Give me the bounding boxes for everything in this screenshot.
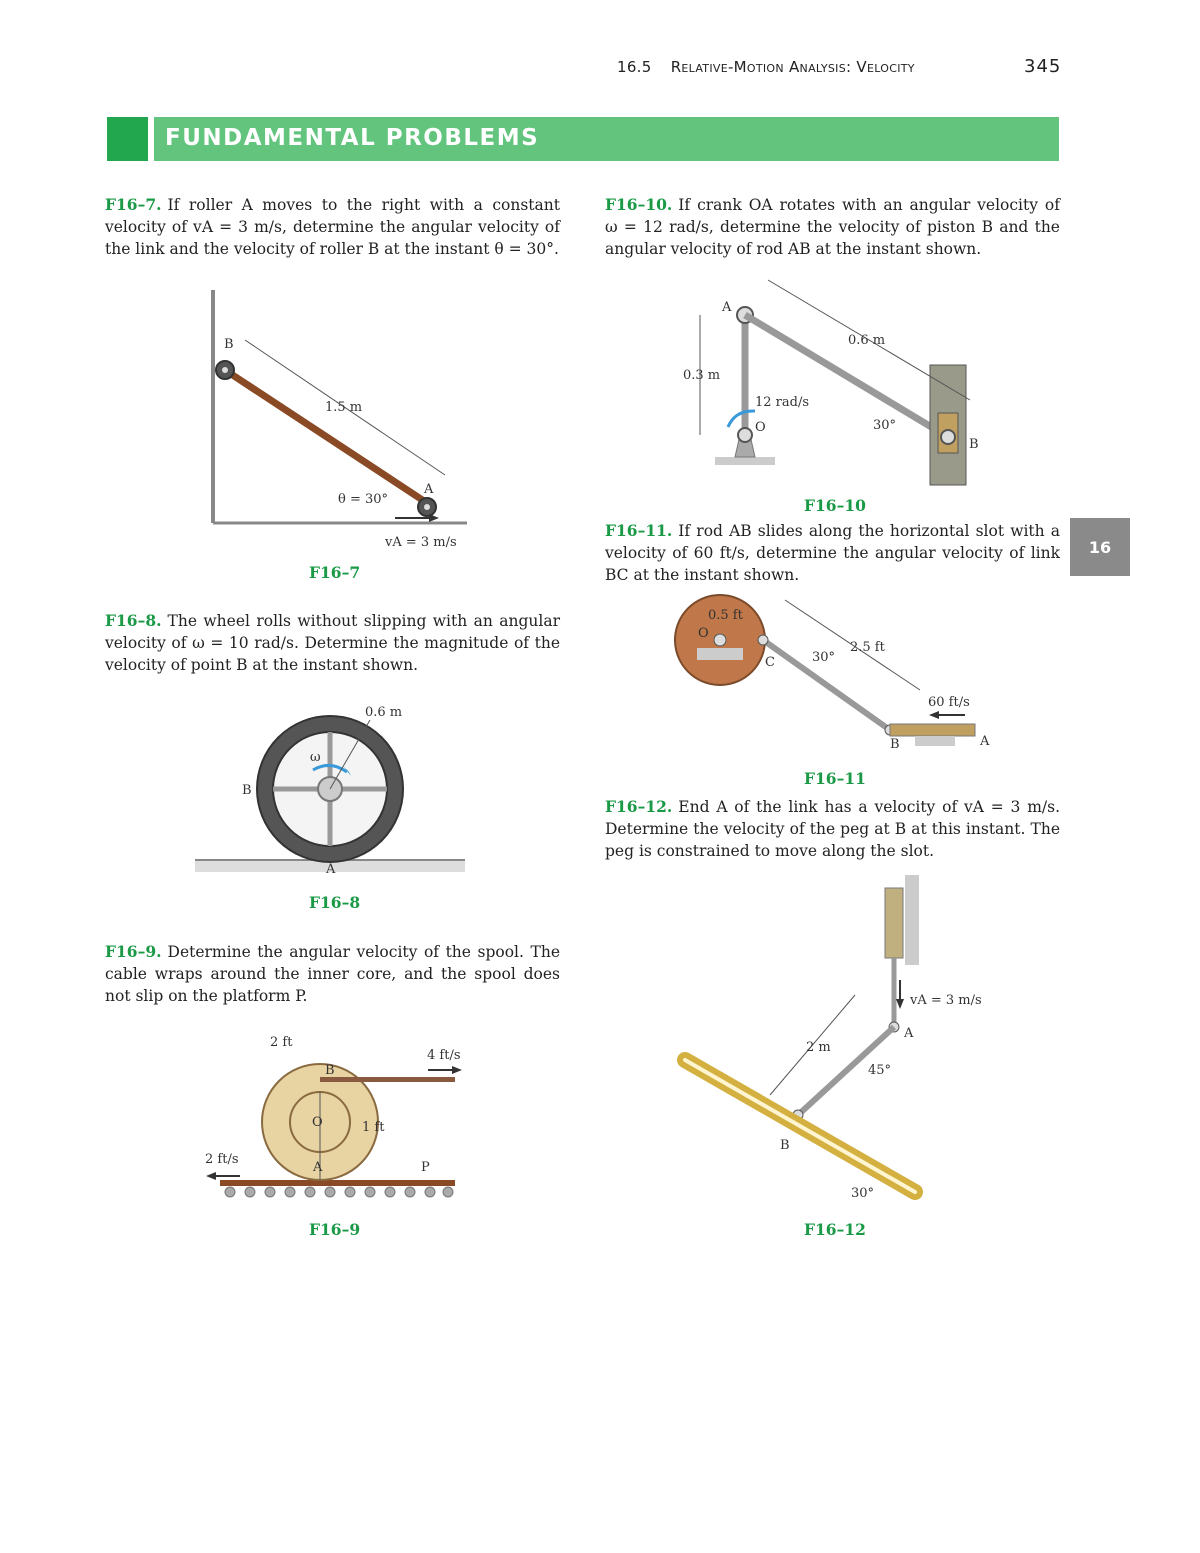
label-p: P — [421, 1160, 430, 1175]
problem-f16-11 — [605, 520, 1060, 586]
problem-number: F16–9. — [105, 942, 162, 961]
label-height: 0.3 m — [683, 368, 721, 383]
label-a: A — [904, 1026, 914, 1041]
page-number: 345 — [1024, 56, 1062, 77]
label-o: O — [312, 1115, 323, 1130]
label-b: B — [325, 1063, 335, 1078]
problem-text: If rod AB slides along the horizontal slot with a velocity of 60 ft/s, determine the angular velocity of link BC at the instant shown. — [605, 522, 1060, 584]
problem-number: F16–10. — [605, 195, 673, 214]
label-outer-radius: 2 ft — [270, 1035, 293, 1050]
label-c: C — [765, 655, 775, 670]
label-o: O — [755, 420, 766, 435]
problem-f16-7 — [105, 194, 560, 260]
label-cable-velocity: 4 ft/s — [427, 1048, 461, 1063]
figure-caption: F16–8 — [309, 893, 361, 912]
section-number: 16.5 — [617, 58, 652, 76]
label-velocity: 60 ft/s — [928, 695, 970, 710]
figure-caption: F16–10 — [804, 496, 866, 515]
label-a: A — [722, 300, 732, 315]
problem-number: F16–8. — [105, 611, 162, 630]
figure-caption: F16–7 — [309, 563, 361, 582]
label-b: B — [780, 1138, 790, 1153]
label-inner-radius: 1 ft — [362, 1120, 385, 1135]
label-radius: 0.6 m — [365, 705, 403, 720]
label-angle-45: 45° — [868, 1063, 892, 1078]
problem-text: If roller A moves to the right with a constant velocity of vA = 3 m/s, determine the angular velocity of the link and the velocity of roller B at the instant θ = 30°. — [105, 196, 560, 258]
problem-text: End A of the link has a velocity of vA = 3 m/s. Determine the velocity of the peg at B at this instant. The peg is constrained to move along the slot. — [605, 798, 1060, 860]
label-length: 1.5 m — [325, 400, 363, 415]
label-omega: ω — [310, 750, 321, 765]
label-angle: 30° — [812, 650, 836, 665]
figure-f16-12 — [675, 870, 1005, 1215]
figure-caption: F16–12 — [804, 1220, 866, 1239]
problem-f16-9 — [105, 941, 560, 1007]
label-a: A — [326, 862, 336, 877]
section-banner — [107, 117, 1059, 161]
problem-text: If crank OA rotates with an angular velocity of ω = 12 rad/s, determine the velocity of piston B and the angular velocity of rod AB at the instant shown. — [605, 196, 1060, 258]
banner-square — [107, 117, 148, 161]
label-angle: 30° — [873, 418, 897, 433]
problem-f16-8 — [105, 610, 560, 676]
label-o: O — [698, 626, 709, 641]
problem-number: F16–7. — [105, 195, 162, 214]
label-a: A — [424, 482, 434, 497]
figure-caption: F16–9 — [309, 1220, 361, 1239]
label-velocity: vA = 3 m/s — [910, 993, 982, 1008]
running-header — [617, 58, 915, 76]
label-theta: θ = 30° — [338, 492, 389, 507]
label-b: B — [890, 737, 900, 752]
label-length: 0.6 m — [848, 333, 886, 348]
problem-f16-10 — [605, 194, 1060, 260]
problem-number: F16–12. — [605, 797, 673, 816]
label-a: A — [313, 1160, 323, 1175]
figure-f16-7 — [195, 285, 475, 545]
problem-f16-12 — [605, 796, 1060, 862]
banner-title: FUNDAMENTAL PROBLEMS — [165, 125, 540, 151]
label-a: A — [980, 734, 990, 749]
problem-number: F16–11. — [605, 521, 673, 540]
figure-f16-8 — [195, 700, 475, 880]
label-b: B — [242, 783, 252, 798]
label-radius: 0.5 ft — [708, 608, 743, 623]
label-length: 2.5 ft — [850, 640, 885, 655]
label-velocity: vA = 3 m/s — [385, 535, 457, 550]
label-angle-30: 30° — [851, 1186, 875, 1201]
problem-text: The wheel rolls without slipping with an angular velocity of ω = 10 rad/s. Determine the magnitude of the velocity of point B at the instant shown. — [105, 612, 560, 674]
label-omega: 12 rad/s — [755, 395, 810, 410]
chapter-tab: 16 — [1070, 518, 1130, 576]
problem-text: Determine the angular velocity of the spool. The cable wraps around the inner core, and the spool does not slip on the platform P. — [105, 943, 560, 1005]
label-b: B — [969, 437, 979, 452]
figure-caption: F16–11 — [804, 769, 866, 788]
label-platform-velocity: 2 ft/s — [205, 1152, 239, 1167]
section-title: Relative-Motion Analysis: Velocity — [670, 58, 915, 76]
label-length: 2 m — [806, 1040, 831, 1055]
label-b: B — [224, 337, 234, 352]
